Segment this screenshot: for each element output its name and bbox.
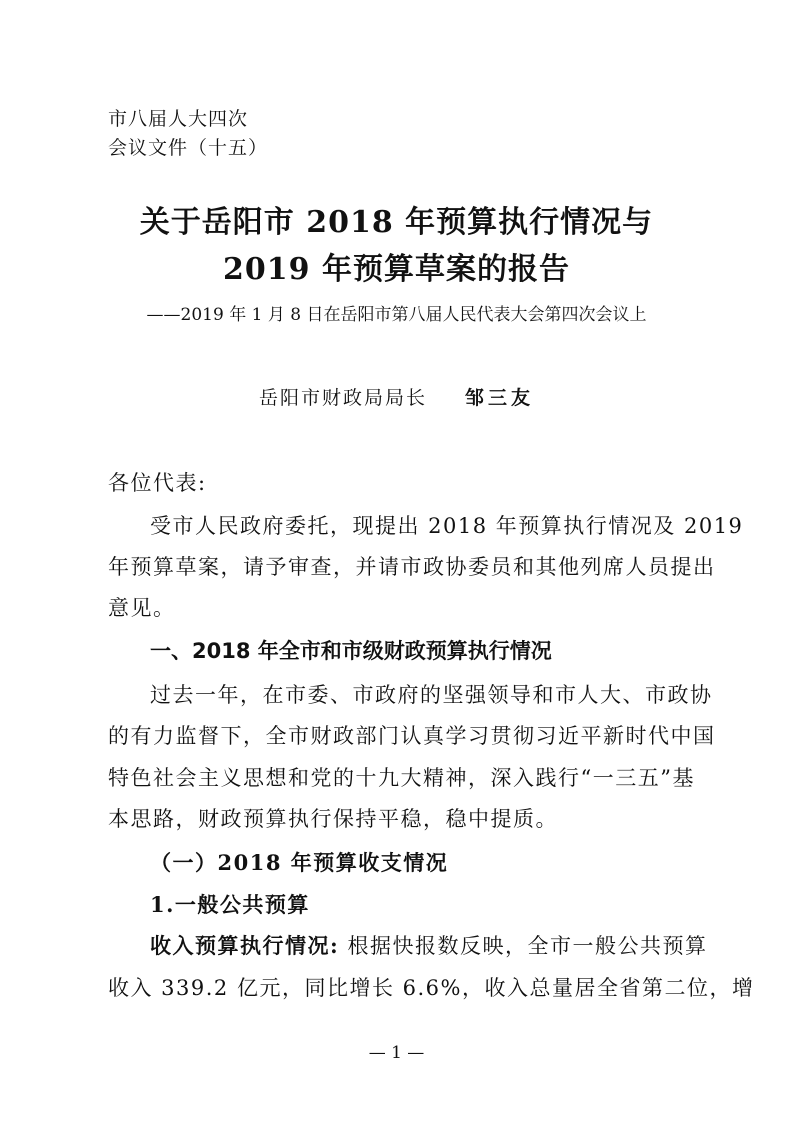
- report-title-line2: 2019 年预算草案的报告: [223, 252, 570, 287]
- author-role: 岳阳市财政局局长: [258, 387, 427, 409]
- subsection1-heading: （一）2018 年预算收支情况: [150, 850, 449, 875]
- document-header-line1: 市八届人大四次: [108, 108, 249, 130]
- author-name: 邹三友: [465, 387, 535, 409]
- paragraph2-line4: 本思路，财政预算执行保持平稳，稳中提质。: [108, 807, 558, 831]
- report-subtitle: ——2019 年 1 月 8 日在岳阳市第八届人民代表大会第四次会议上: [146, 305, 647, 325]
- page-number: — 1 —: [368, 1043, 425, 1063]
- document-header-line2: 会议文件（十五）: [108, 137, 269, 159]
- paragraph3-lead: 收入预算执行情况:: [150, 933, 340, 958]
- report-title-line1: 关于岳阳市 2018 年预算执行情况与: [139, 205, 654, 240]
- paragraph2-line1: 过去一年，在市委、市政府的坚强领导和市人大、市政协: [150, 683, 713, 707]
- author-line: [0, 383, 793, 410]
- paragraph1-line3: 意见。: [108, 596, 176, 620]
- paragraph2-line2: 的有力监督下，全市财政部门认真学习贯彻习近平新时代中国: [108, 724, 716, 748]
- subsection1-1-heading: 1.一般公共预算: [150, 892, 310, 917]
- section1-heading: 一、2018 年全市和市级财政预算执行情况: [150, 639, 552, 663]
- paragraph2-line3: 特色社会主义思想和党的十九大精神，深入践行“一三五”基: [108, 766, 695, 790]
- paragraph3-line1-text: 根据快报数反映，全市一般公共预算: [339, 934, 708, 958]
- paragraph1-line2: 年预算草案，请予审查，并请市政协委员和其他列席人员提出: [108, 555, 716, 579]
- paragraph1-line1: 受市人民政府委托，现提出 2018 年预算执行情况及 2019: [150, 514, 744, 538]
- paragraph3-line2: 收入 339.2 亿元，同比增长 6.6%，收入总量居全省第二位，增: [108, 976, 755, 1000]
- paragraph3-line1: [150, 932, 707, 960]
- salutation: 各位代表:: [108, 471, 207, 495]
